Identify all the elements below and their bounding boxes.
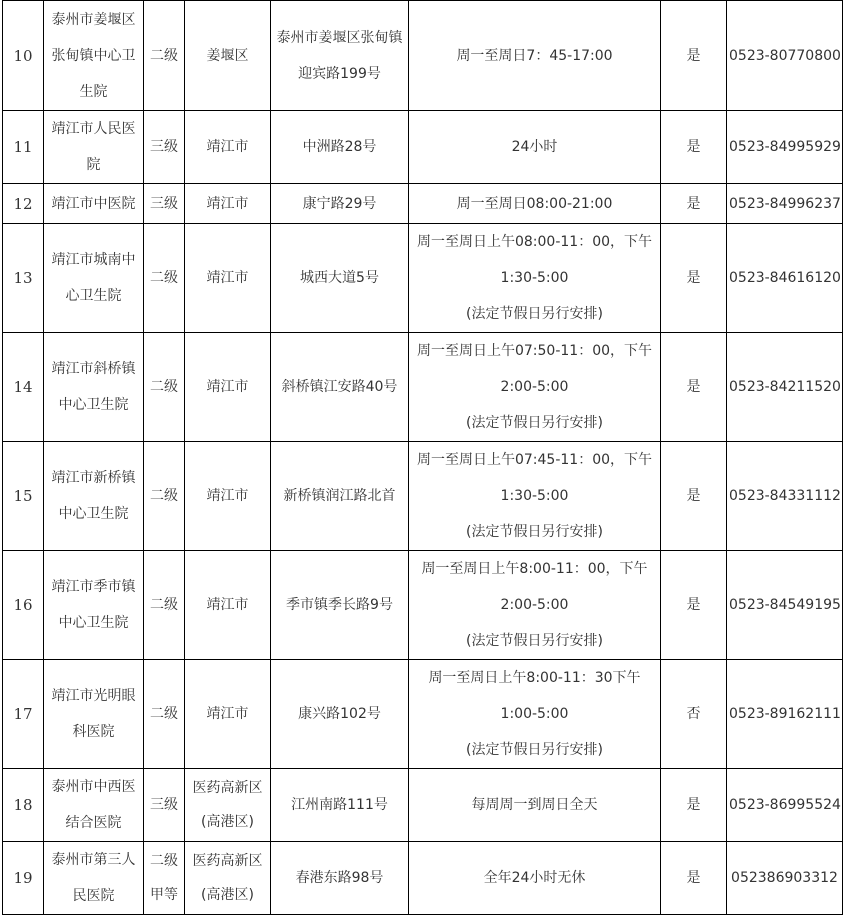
table-row [3,224,843,333]
phone-number: 0523-89162111 [727,660,843,769]
phone-number: 0523-84616120 [727,224,843,333]
table-row [3,842,843,915]
district: 靖江市 [185,224,271,333]
district: 靖江市 [185,111,271,184]
availability-flag: 是 [661,442,727,551]
row-number: 11 [3,111,44,184]
address: 斜桥镇江安路40号 [271,333,409,442]
hours-line: 周一至周日08:00-21:00 [456,195,613,212]
address: 江州南路111号 [271,769,409,842]
hours-line: 1:30-5:00 [500,488,569,504]
hours-line: 周一至周日上午8:00-11：30下午 [428,670,641,686]
phone-number: 0523-84995929 [727,111,843,184]
hospital-name: 靖江市中医院 [44,184,144,224]
availability-flag: 是 [661,842,727,915]
hospital-table [2,0,843,915]
hours-line: 周一至周日上午07:45-11：00，下午 [416,452,653,468]
opening-hours [409,842,661,915]
hours-line: 1:30-5:00 [500,270,569,286]
hours-line: 周一至周日7：45-17:00 [456,47,613,64]
row-number: 14 [3,333,44,442]
opening-hours [409,442,661,551]
hospital-level: 二级 [144,551,185,660]
hours-note: (法定节假日另行安排) [466,524,603,540]
availability-flag: 是 [661,551,727,660]
hospital-name: 靖江市斜桥镇中心卫生院 [44,333,144,442]
hospital-level: 二级 [144,333,185,442]
hours-line: 24小时 [511,139,558,155]
opening-hours [409,769,661,842]
row-number: 10 [3,1,44,111]
opening-hours [409,333,661,442]
hospital-level: 二级 [144,1,185,111]
hospital-level: 二级 [144,442,185,551]
hospital-level: 二级 [144,660,185,769]
row-number: 15 [3,442,44,551]
hospital-name: 靖江市季市镇中心卫生院 [44,551,144,660]
table-body [3,1,843,915]
hospital-name: 泰州市姜堰区张甸镇中心卫生院 [44,1,144,111]
district: 靖江市 [185,660,271,769]
hospital-level: 三级 [144,769,185,842]
opening-hours [409,184,661,224]
hospital-name: 泰州市第三人民医院 [44,842,144,915]
phone-number: 0523-84331112 [727,442,843,551]
availability-flag: 是 [661,111,727,184]
phone-number: 052386903312 [727,842,843,915]
hours-line: 周一至周日上午8:00-11：00，下午 [421,561,648,577]
availability-flag: 是 [661,333,727,442]
address: 春港东路98号 [271,842,409,915]
hours-line: 2:00-5:00 [500,597,569,613]
district: 医药高新区(高港区) [185,842,271,915]
hospital-name: 靖江市人民医院 [44,111,144,184]
availability-flag: 是 [661,769,727,842]
table-row [3,442,843,551]
district: 靖江市 [185,551,271,660]
hospital-name: 靖江市城南中心卫生院 [44,224,144,333]
address: 康宁路29号 [271,184,409,224]
hours-line: 1:00-5:00 [500,706,569,722]
row-number: 16 [3,551,44,660]
row-number: 18 [3,769,44,842]
hospital-level: 二级甲等 [144,842,185,915]
opening-hours [409,111,661,184]
hours-note: (法定节假日另行安排) [466,415,603,431]
hours-line: 2:00-5:00 [500,379,569,395]
hospital-name: 靖江市新桥镇中心卫生院 [44,442,144,551]
district: 靖江市 [185,333,271,442]
hospital-name: 泰州市中西医结合医院 [44,769,144,842]
phone-number: 0523-86995524 [727,769,843,842]
opening-hours [409,224,661,333]
district: 靖江市 [185,442,271,551]
availability-flag: 是 [661,1,727,111]
hours-note: (法定节假日另行安排) [466,742,603,758]
phone-number: 0523-84211520 [727,333,843,442]
hospital-level: 三级 [144,111,185,184]
row-number: 13 [3,224,44,333]
hours-line: 每周周一到周日全天 [471,797,598,813]
district: 医药高新区(高港区) [185,769,271,842]
hours-note: (法定节假日另行安排) [466,306,603,322]
table-row [3,660,843,769]
phone-number: 0523-84549195 [727,551,843,660]
opening-hours [409,1,661,111]
address: 季市镇季长路9号 [271,551,409,660]
availability-flag: 是 [661,184,727,224]
table-row [3,1,843,111]
table-row [3,769,843,842]
address: 新桥镇润江路北首 [271,442,409,551]
table-row [3,551,843,660]
district: 靖江市 [185,184,271,224]
phone-number: 0523-80770800 [727,1,843,111]
opening-hours [409,660,661,769]
address: 城西大道5号 [271,224,409,333]
row-number: 17 [3,660,44,769]
address: 康兴路102号 [271,660,409,769]
hospital-level: 二级 [144,224,185,333]
row-number: 19 [3,842,44,915]
hospital-level: 三级 [144,184,185,224]
row-number: 12 [3,184,44,224]
address: 泰州市姜堰区张甸镇迎宾路199号 [271,1,409,111]
table-row [3,111,843,184]
table-row [3,184,843,224]
hours-line: 周一至周日上午08:00-11：00，下午 [416,234,653,250]
district: 姜堰区 [185,1,271,111]
availability-flag: 否 [661,660,727,769]
hours-line: 全年24小时无休 [483,870,586,886]
hours-line: 周一至周日上午07:50-11：00，下午 [416,343,653,359]
availability-flag: 是 [661,224,727,333]
phone-number: 0523-84996237 [727,184,843,224]
hospital-name: 靖江市光明眼科医院 [44,660,144,769]
hours-note: (法定节假日另行安排) [466,633,603,649]
address: 中洲路28号 [271,111,409,184]
opening-hours [409,551,661,660]
table-row [3,333,843,442]
